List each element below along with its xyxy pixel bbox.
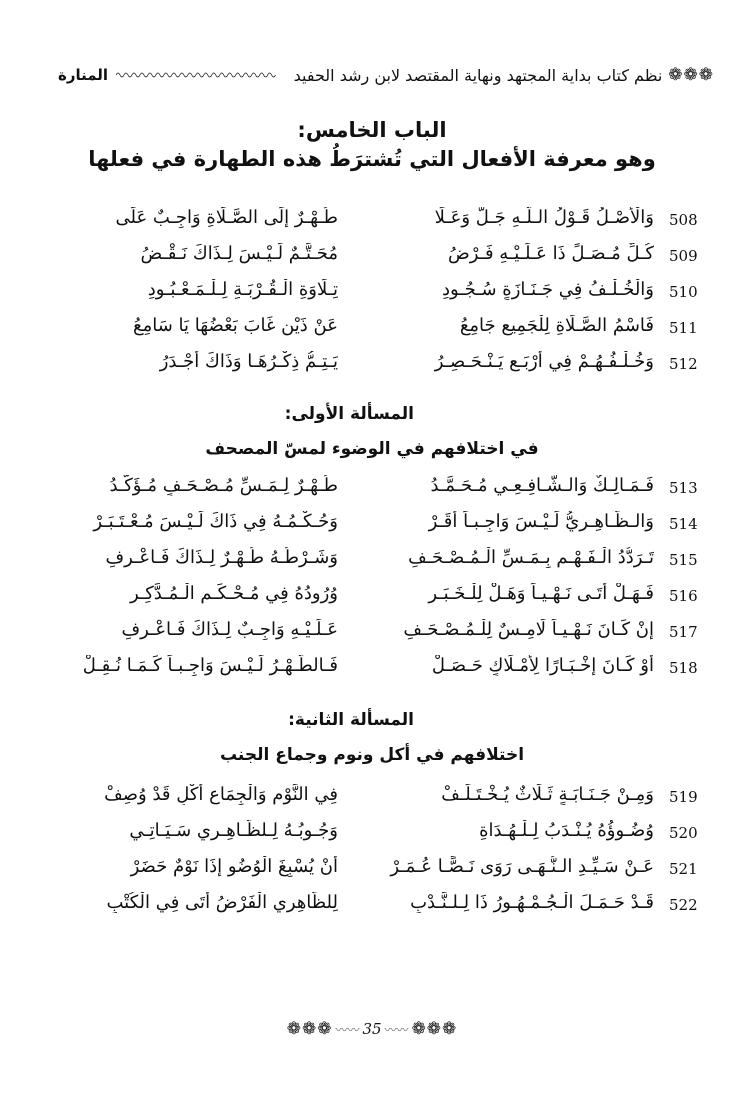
second-hemistich: فِي النَّوْمِ وَالْجِمَاعِ أَكْلٍ قَدْ وُصِفْ (104, 784, 338, 805)
verse-number: 509 (669, 247, 698, 265)
section-subtitle: في اختلافهم في الوضوء لمسّ المصحف (205, 439, 539, 459)
first-hemistich: فَاسْمُ الصَّـلَاةِ لِلْجَمِيعِ جَامِعُ (459, 315, 654, 336)
first-hemistich: وَخُـلْـفُـهُـمْ فِي أَرْبَـعٍ يَـنْـحَـصِـرُ (434, 351, 654, 372)
verse-block-1 (0, 203, 744, 383)
journal-name: المنارة (58, 66, 109, 84)
verse-row (0, 816, 744, 852)
header-ornament: ❁❁❁ (668, 65, 714, 85)
second-hemistich: يَـتِـمُّ ذِكْـرُهَـا وَذَاكَ أَجْـدَرُ (159, 351, 338, 372)
first-hemistich: وَالْأَصْـلُ قَـوْلُ الـلَّـهِ جَـلَّ وَعَـلَا (434, 207, 654, 228)
verse-row (0, 471, 744, 507)
second-hemistich: وَجُـوبُـهُ لِـلظَّـاهِـرِي سَـيَـاتِـي (129, 820, 338, 841)
verse-row (0, 507, 744, 543)
verse-number: 514 (669, 515, 698, 533)
section-subtitle: اختلافهم في أكل ونوم وجماع الجنب (219, 745, 525, 765)
verse-number: 515 (669, 551, 698, 569)
first-hemistich: تَـرَدُّدُ الْـفَـهْـمِ بِـمَـسِّ الْـمُـصْـحَـفِ (408, 547, 654, 568)
footer-ornament-left: ❁❁❁ (286, 1019, 333, 1039)
verse-row (0, 852, 744, 888)
footer-tilde: 〰〰 (335, 1022, 360, 1037)
second-hemistich: عَـلَـيْـهِ وَاجِـبٌ لِـذَاكَ فَـاعْـرِفِ (121, 619, 338, 640)
verse-row (0, 543, 744, 579)
section-label: المسألة الثانية: (288, 710, 414, 730)
verse-number: 517 (669, 623, 698, 641)
first-hemistich: فَـهَـلْ أَتَـى نَـهْـيـاً وَهَـلْ لِلْـخَـبَـرِ (428, 583, 654, 604)
first-hemistich: كُـلِّ مُـصَـلٍّ ذَا عَـلَـيْـهِ فَـرْضُ (448, 243, 654, 264)
first-hemistich: وُضُـوؤُهُ يُـنْـدَبُ لِـلْـهُـدَاةِ (479, 820, 654, 841)
verse-row (0, 311, 744, 347)
verse-number: 520 (669, 824, 698, 842)
footer-ornament-right: ❁❁❁ (411, 1019, 458, 1039)
second-hemistich: طُـهْـرٌ إِلَى الصَّـلَاةِ وَاجِـبٌ عَلَى (115, 207, 338, 228)
verse-number: 508 (669, 211, 698, 229)
page-footer (0, 1019, 744, 1039)
header-divider (116, 70, 276, 80)
first-hemistich: وَالـظَّـاهِـرِيُّ لَـيْـسَ وَاجِـبـاً أَقَـرْ (428, 511, 654, 532)
second-hemistich: وَشَـرْطُـهُ طُـهْـرٌ لِـذَاكَ فَـاعْـرِفِ (105, 547, 338, 568)
verse-block-2 (0, 471, 744, 687)
first-hemistich: فَـمَـالِـكٌ وَالـشَّـافِـعِـي مُـحَـمَّـدُ (430, 475, 654, 496)
verse-row (0, 579, 744, 615)
second-hemistich: أَنْ يُسْبِغَ الْوُضُو إِذَا نَوْمٌ حَضَرْ (130, 856, 338, 877)
first-hemistich: إِنْ كَـانَ نَـهْـيـاً لَامِـسٌ لِلْـمُـصْـحَـفِ (403, 619, 654, 640)
second-hemistich: فَـالطُّـهْـرُ لَـيْـسَ وَاجِـبـاً كَـمَـا نُـقِـلْ (82, 655, 338, 676)
book-title: نظم كتاب بداية المجتهد ونهاية المقتصد لابن رشد الحفيد (293, 65, 663, 85)
first-hemistich: عَـنْ سَـيِّـدِ الـنُّـهَـى رَوَى نَـصًّـا عُـمَـرْ (390, 856, 654, 877)
second-hemistich: وَحُـكْـمُـهُ فِي ذَاكَ لَـيْـسَ مُـعْـتَـبَـرْ (93, 511, 338, 532)
section-label: المسألة الأولى: (284, 404, 414, 424)
verse-number: 521 (669, 860, 698, 878)
verse-number: 522 (669, 896, 698, 914)
verse-number: 516 (669, 587, 698, 605)
verse-block-3 (0, 780, 744, 924)
verse-row (0, 888, 744, 924)
verse-row (0, 651, 744, 687)
verse-row (0, 780, 744, 816)
verse-number: 519 (669, 788, 698, 806)
second-hemistich: تِـلَاوَةِ الْـقُـرْبَـةِ لِـلْـمَـعْـبُـودِ (147, 279, 338, 300)
verse-number: 518 (669, 659, 698, 677)
verse-row (0, 239, 744, 275)
first-hemistich: أَوْ كَـانَ إِخْـبَـارًا لِأَمْـلَاكٍ حَـصَـلْ (431, 655, 654, 676)
footer-tilde: 〰〰 (384, 1022, 409, 1037)
second-hemistich: طُـهْـرٌ لِـمَـسِّ مُـصْـحَـفٍ مُـؤَكَّـدُ (109, 475, 338, 496)
second-hemistich: لِلظَّاهِرِي الْفَرْضُ أَتَى فِي الْكُتْبِ (106, 892, 338, 913)
running-header (58, 60, 714, 90)
verse-row (0, 275, 744, 311)
verse-row (0, 615, 744, 651)
chapter-subtitle: وهو معرفة الأفعال التي تُشترَطُ هذه الطهارة في فعلها (88, 147, 656, 171)
verse-row (0, 347, 744, 383)
first-hemistich: قَـدْ حَـمَـلَ الْـجُـمْـهُـورُ ذَا لِـلـنَّـدْبِ (410, 892, 654, 913)
verse-row (0, 203, 744, 239)
page-number: 35 (362, 1020, 382, 1038)
second-hemistich: مُحَـتَّـمٌ لَـيْـسَ لِـذَاكَ نَـقْـضُ (140, 243, 338, 264)
first-hemistich: وَالْخُـلْـفُ فِي جَـنَـازَةٍ سُـجُـودِ (442, 279, 654, 300)
second-hemistich: عَنْ ذَيْنِ غَابَ بَعْضُهَا يَا سَامِعُ (133, 315, 338, 336)
verse-number: 511 (669, 319, 698, 337)
verse-number: 510 (669, 283, 698, 301)
verse-number: 513 (669, 479, 698, 497)
chapter-title: الباب الخامس: (297, 118, 447, 142)
second-hemistich: وُرُودُهُ فِي مُـحْـكَـمِ الْـمُـدَّكِـرِ (130, 583, 338, 604)
verse-number: 512 (669, 355, 698, 373)
first-hemistich: وَمِـنْ جَـنَـابَـةٍ ثَـلَاثٌ يُـخْـتَـلَـفْ (441, 784, 654, 805)
